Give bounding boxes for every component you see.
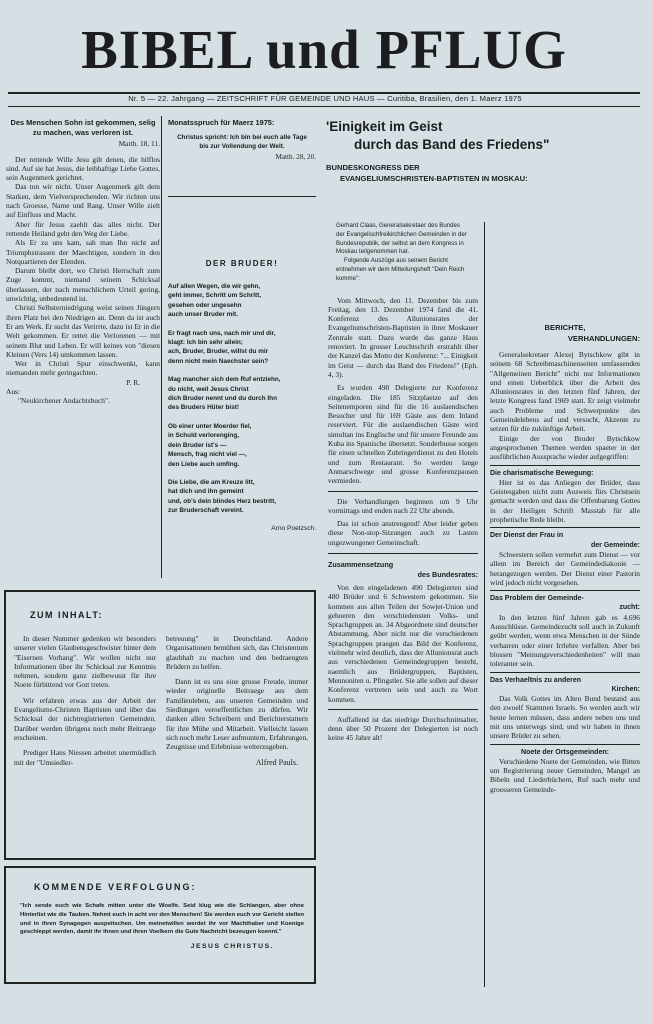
subheading: Zusammensetzung (328, 560, 394, 569)
paragraph: Verschiedene Noete der Gemeinden, wie Bitten um Registrierung neuer Gemeinden, Mangel an Bibeln und Liederbüchern, Ruf nach mehr und groesseren Gemeinde- (490, 756, 640, 794)
paragraph: Darum bleibt dort, wo Christi Herrschaft zum Zuge kommt, niemand seinem Schicksal überlassen, der nach menschlichem Urteil gering, unwichtig, unbedeutend ist. (6, 266, 160, 304)
column-divider (484, 222, 485, 987)
devotional-ref: Matth. 18, 11. (118, 138, 160, 148)
column-devotional (6, 118, 160, 406)
paragraph: Generalsekretaer Alexej Bytschkow gibt in seinem 68 Schreibmaschinenseiten umfassenden "Allgemeinen Bericht" nicht nur Informationen und einen Ueberblick über die Arbeit des Allunionsrates in den letzten fünf Jahren, der letzte Kongress fand 1969 statt. Er zeigt vielmehr auch Probleme und Schwerpunkte des Gemeindelebens auf und versucht, Akzente zu setzen für die zukünftige Arbeit. (490, 350, 640, 434)
poem-line: und, ob's dein blindes Herz bestritt, (168, 497, 277, 505)
paragraph: betreuung" in Deutschland. Andere Organisationen bemühen sich, das Christentum glaubhaft zu machen und den bedraengten Brüdern zu helfen. (166, 634, 308, 671)
paragraph: Von den eingeladenen 490 Delegierten sind 480 Brüder und 6 Schwestern gekommen. Sie kommen aus allen Teilen der Sowjet-Union und gehoeren den verschiedensten Volks- und Sprachgruppen an. 34 Abgeordnete sind deutscher Abstammung. Aber nicht nur die verschiedenen Sprachgruppen praegen das Bild der Konferenz, vielmehr wird deutlich, dass der Allunionsrat auch aus verschiedenen Gemeindegruppen besteht, naemlich aus Brüdergruppen, Baptisten, Mennoniten u. Pfingstler. Sie alle sollen auf dieser Konferenz vertreten sein und auch zu Wort kommen. (328, 583, 478, 704)
paragraph: Wir erfahren etwas aus der Arbeit der Evangeliums-Christen Baptisten und über das Schicksal der nichtregistrierten Gemeinden. Darüber werden übrigens noch mehr Beitraege erscheinen. (14, 695, 156, 742)
paragraph: Wer in Christi Spur einschwenkt, kann niemanden mehr geringachten. (6, 359, 160, 378)
section-rule (168, 196, 316, 197)
subheading: Die charismatische Bewegung: (490, 469, 594, 477)
paragraph: Das Volk Gottes im Alten Bund bestand aus den zwoelf Stammen Israels. So werden auch wir heute lernen müssen, dass andere neben uns und mit uns unterwegs sind, und wir haben in ihnen unsere Brüder zu sehen. (490, 694, 640, 741)
paragraph: Der rettende Wille Jesu gilt denen, die hilflos sind. Auf sie hat Jesus, die leibhaftige Liebe Gottes, sein Augenmerk gerichtet. (6, 154, 160, 183)
reports-title-1: BERICHTE, (544, 323, 586, 332)
paragraph: Hier ist es das Anliegen der Brüder, dass Geistesgaben nicht zum Ausweis fürs Christsein gemacht werden und dass die Offenbarung Gottes in der Heiligen Schrift Masstab für alle prophetische Rede bleibt. (490, 477, 640, 525)
poem-title: DER BRUDER! (205, 259, 279, 268)
paragraph: Schwestern sollen vermehrt zum Dienst — vor allem im Bereich der Gemeindediakonie — herangezogen werden. Der Dienst einer Pastorin wird jedoch nicht vorgesehen. (490, 549, 640, 587)
persecution-sign: JESUS CHRISTUS. (190, 943, 274, 951)
signature: Alfred Pauls. (255, 757, 298, 767)
paragraph: In den letzten fünf Jahren gab es 4.696 Ausschlüsse. Gemeindezucht soll auch in Zukunft geübt werden, wenn etwa Menschen in der Sünde verharren oder einer Irrlehre verfallen. Aber bei blossen "Meinungsverschiedenheiten" will man toleranter sein. (490, 612, 640, 669)
paragraph: Dann ist es uns eine grosse Freude, immer wieder originelle Beitraege aus dem Familienleben, aus unseren Gemeinden und Siedlungen veroeffentlichen zu dürfen. Wir danken allen Schreibern und Berichterstattern für ihre Mühe und Mitarbeit. Vielleicht lassen sich noch mehr Leser aufmuntern, Erfahrungen, Zeugnisse und Erlebnisse weiterzugeben. (166, 677, 308, 752)
source-label: Aus: (6, 387, 20, 397)
monthly-verse-text: Christus spricht: Ich bin bei euch alle Tage bis zur Vollendung der Welt. (177, 134, 307, 151)
reports-title-2: VERHANDLUNGEN: (567, 334, 640, 343)
poem-line: ach, Bruder, Bruder, willst du mir (168, 348, 269, 356)
paragraph: Einige der von Bruder Bytschkow angesprochenen Themen werden spaeter in der ausführlichen Aussprache wieder aufgegriffen: (490, 433, 640, 462)
subheading: Das Problem der Gemeinde- (490, 595, 584, 603)
poem-line: den Liebe auch umfing. (168, 460, 240, 468)
column-monthly-verse (168, 118, 316, 162)
headline-line-2: durch das Band des Friedens" (354, 137, 550, 152)
section-rule (490, 672, 640, 673)
subheading: Das Verhaeltnis zu anderen (490, 676, 582, 684)
poem-line: dein Bruder ist's — (168, 441, 227, 449)
persecution-text: "Ich sende euch wie Schafe mitten unter die Woelfe. Seid klug wie die Schlangen, aber ohne Hinterlist wie die Tauben. Nehmt euch in acht vor den Menschen! Sie werden euch vor Gericht stellen und in ihren Synagogen auspeitschen. Um meinetwillen werdet ihr vor Machthaber und Koenige geschleppt werden, damit ihr ihnen und ihren Voelkern die Gute Nachricht bezeugen koennt." (20, 903, 304, 936)
poem-stanza (168, 282, 316, 320)
contents-title: ZUM INHALT: (30, 610, 103, 620)
poem (168, 258, 316, 532)
monthly-verse-ref: Matth. 28, 20. (275, 152, 316, 161)
source-title: "Neukirchener Andachtsbuch". (18, 396, 110, 406)
poem-line: klagt: Ich bin sehr allein; (168, 339, 243, 347)
masthead-subline: Nr. 5 — 22. Jahrgang — ZEITSCHRIFT FÜR GEMEINDE UND HAUS — Curitiba, Brasilien, den 1. Maerz 1975 (128, 94, 522, 103)
persecution-title: KOMMENDE VERFOLGUNG: (34, 882, 197, 892)
monthly-verse-title: Monatsspruch für Maerz 1975: (168, 118, 275, 127)
subheading: des Bundesrates: (417, 570, 478, 579)
section-rule (490, 465, 640, 466)
section-rule (328, 553, 478, 554)
column-divider (161, 116, 162, 578)
section-rule (328, 491, 478, 492)
paragraph: Vom Mittwoch, den 11. Dezember bis zum Freitag, den 13. Dezember 1974 fand die 41. Konferenz des Allunionsrates der Evangeliumschristen-Baptisten in ihrer Moskauer Zentrale statt. Dazu wurde das ganze Haus renoviert. In grosser Leuchtschrift erstrahlt über der Kanzel das Motto der Konferenz: "... Einigkeit im Geist — durch das Band des Friedens!" (Eph. 4, 3). (328, 295, 478, 379)
signature: P. R. (126, 377, 140, 387)
poem-line: in Schuld verlorenging, (168, 432, 240, 440)
paragraph: Es wurden 490 Delegierte zur Konferenz eingeladen. Die 185 Sitzplaetze auf den Seitenemporen sind für die 16 auslaendischen Besucher und für 169 Gäste aus dem Inland reserviert. Für die auslaendischen Gäste wird simultan ins Englische und für unsere Freunde aus Kuba ins Spanische übersetzt. Sonderbusse sorgen für einen schnellen Zubringerdienst zu den Hotels und zum Restaurant. So werden lange Anmarschwege und grosse Konferenzpausen vermieden. (328, 383, 478, 486)
paragraph: Christi Selbsterniedrigung weist seinen Jüngern ihren Platz bei den Niedrigen an. Denn da ist auch Er am Werk. Er sucht das Verirrte, dazu ist Er in die Welt gekommen. Er rettet die Verlorenen — mit seinem Blut und Leben. Er will keines von "diesen Kleinen (Vers 14) umkommen lassen. (6, 303, 160, 359)
poem-line: Mensch, frag nicht viel —, (168, 451, 247, 459)
poem-line: du nicht, weil Jesus Christ (168, 385, 249, 393)
paragraph: Aber für Jesus zaehlt das alles nicht. Der rettende Heiland geht den Weg der Liebe. (6, 219, 160, 238)
section-rule (490, 744, 640, 745)
poem-line: dich Bruder nennt und du durch Ihn (168, 395, 277, 403)
article-intro: Gerhard Claas, Generalsekretaer des Bundes der Evangelischfreikirchlichen Gemeinden in der Bundesrepublik, der selbst an dem Kongress in Moskau teilgenommen hat. (336, 222, 467, 256)
paragraph: Die Verhandlungen beginnen um 9 Uhr vormittags und enden nach 22 Uhr abends. (328, 496, 478, 515)
poem-line: auch unser Bruder mit. (168, 311, 238, 319)
poem-stanza (168, 422, 316, 469)
column-reports (490, 322, 640, 794)
contents-box (4, 590, 316, 860)
poem-line: denn nicht mein Naechster sein? (168, 357, 269, 365)
subheading: der Gemeinde: (590, 541, 640, 549)
devotional-heading: Des Menschen Sohn ist gekommen, selig zu machen, was verloren ist. (10, 118, 156, 137)
masthead-rule-bottom (8, 106, 640, 107)
subheading: zucht: (619, 604, 640, 612)
poem-line: geht immer, Schritt um Schritt, (168, 292, 262, 300)
persecution-box (4, 866, 316, 984)
paragraph: Das tun wir nicht. Unser Augenmerk gilt dem Starken, dem Vielversprechenden. Wir richten uns nach Groesse, Name und Rang. Unser Wille zielt auf Einfluss und Macht. (6, 182, 160, 220)
poem-line: Er fragt nach uns, nach mir und dir, (168, 329, 276, 337)
poem-line: gesehen oder ungesehn (168, 301, 242, 309)
subheading: Noete der Ortsgemeinden: (521, 748, 609, 756)
poem-line: hat dich und ihn gemeint (168, 488, 244, 496)
paragraph: In dieser Nummer gedenken wir besonders unserer vielen Glaubensgeschwister hinter dem "Eisernen Vorhang". Wir wollen nicht nur Informationen über ihr Schicksal zur Kenntnis nehmen, sondern ganz zielbewusst für ihre Noete fürbittend vor Gott treten. (14, 634, 156, 690)
headline-line-1: 'Einigkeit im Geist (326, 119, 443, 134)
poem-body (168, 282, 316, 516)
poem-line: zur Bruderschaft vereint. (168, 507, 244, 515)
masthead-title: BIBEL und PFLUG (81, 19, 567, 80)
section-rule (328, 709, 478, 710)
paragraph: Prediger Hans Niessen arbeitet unermüdlich mit der "Umsiedler- (14, 748, 156, 767)
main-article-body (328, 222, 478, 743)
poem-line: des Bruders Hüter bist! (168, 404, 240, 412)
poem-stanza (168, 478, 316, 516)
subheadline-1: BUNDESKONGRESS DER (326, 163, 420, 172)
poem-stanza (168, 375, 316, 413)
subheadline-2: EVANGELIUMSCHRISTEN-BAPTISTEN IN MOSKAU: (340, 174, 528, 183)
main-article (326, 118, 550, 184)
subheading: Der Dienst der Frau in (490, 532, 564, 540)
section-rule (490, 590, 640, 591)
paragraph: Das ist schon anstrengend! Aber leider geben diese Non-stop-Sitzungen auch zu Lasten ungezwungener Gemeinschaft. (328, 519, 478, 547)
poem-author: Arno Poetzsch. (271, 524, 316, 532)
poem-line: Die Liebe, die am Kreuze litt, (168, 478, 255, 486)
poem-stanza (168, 329, 316, 367)
paragraph: Als Er zu uns kam, sah man Ihn nicht auf Triumphstrassen der Maechtigen, sondern in den Notquartieren der Elenden. (6, 238, 160, 266)
section-rule (490, 527, 640, 528)
subheading: Kirchen: (611, 685, 640, 693)
article-intro-2: Folgende Auszüge aus seinem Bericht entnehmen wir dem Mitteilungsheft "Dein Reich komme": (336, 257, 465, 282)
poem-line: Auf allen Wegen, die wir gehn, (168, 283, 261, 290)
poem-line: Ob einer unter Moerder fiel, (168, 422, 252, 430)
poem-line: Mag mancher sich dem Ruf entziehn, (168, 376, 281, 384)
paragraph: Auffallend ist das niedrige Durchschnittsalter, denn über 50 Prozent der Delegierten ist noch keine 45 Jahre alt! (328, 714, 478, 743)
